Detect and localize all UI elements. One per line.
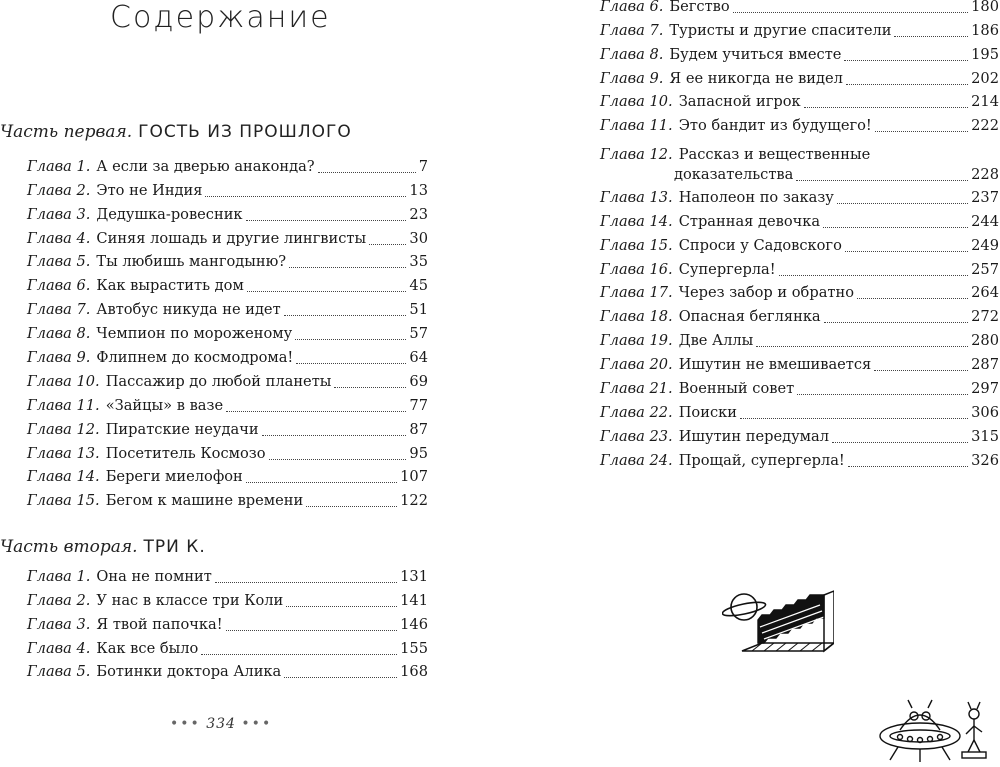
chapter-number: Глава 5. bbox=[27, 663, 91, 681]
toc-entry[interactable] bbox=[600, 65, 999, 89]
page-number: 306 bbox=[971, 403, 999, 421]
page-number: 7 bbox=[418, 157, 428, 175]
dot-leader bbox=[894, 35, 968, 37]
toc-entry[interactable] bbox=[600, 232, 999, 256]
part-name: ГОСТЬ ИЗ ПРОШЛОГО bbox=[138, 122, 352, 142]
toc-entry[interactable] bbox=[600, 17, 999, 41]
chapter-number: Глава 13. bbox=[27, 444, 100, 462]
chapter-title: Ишутин передумал bbox=[678, 427, 829, 445]
chapter-number: Глава 15. bbox=[600, 236, 673, 254]
chapter-title: Через забор и обратно bbox=[678, 284, 854, 302]
page-number: 297 bbox=[971, 380, 999, 398]
page-number: 35 bbox=[409, 253, 428, 271]
page-number: 264 bbox=[971, 284, 999, 302]
page-number: 237 bbox=[971, 188, 999, 206]
toc-entry[interactable] bbox=[27, 249, 428, 273]
chapter-title: Ботинки доктора Алика bbox=[96, 663, 282, 681]
chapter-title: Опасная беглянка bbox=[678, 308, 821, 326]
toc-entry[interactable] bbox=[600, 280, 999, 304]
page-folio bbox=[170, 716, 272, 732]
chapter-title: Чемпион по мороженому bbox=[96, 325, 293, 343]
chapter-number: Глава 16. bbox=[600, 260, 673, 278]
page-number: 249 bbox=[971, 236, 999, 254]
toc-list-part-2-right-b bbox=[600, 184, 999, 471]
page-number: 186 bbox=[971, 21, 999, 39]
chapter-title: Спроси у Садовского bbox=[678, 236, 842, 254]
chapter-title: Супергерла! bbox=[678, 260, 776, 278]
dot-leader bbox=[844, 59, 968, 61]
toc-entry[interactable] bbox=[27, 272, 428, 296]
page-number: 23 bbox=[409, 205, 428, 223]
toc-entry[interactable] bbox=[27, 320, 428, 344]
dot-leader bbox=[804, 106, 969, 108]
toc-entry[interactable] bbox=[600, 375, 999, 399]
page-number: 202 bbox=[971, 69, 999, 87]
dot-leader bbox=[740, 417, 968, 419]
dot-leader bbox=[832, 441, 968, 443]
chapter-number: Глава 8. bbox=[600, 45, 664, 63]
chapter-number: Глава 5. bbox=[27, 253, 91, 271]
planet-and-staircase-illustration bbox=[722, 583, 834, 663]
part-name: ТРИ К. bbox=[143, 537, 206, 557]
dot-leader bbox=[215, 581, 397, 583]
dot-leader bbox=[797, 393, 968, 395]
toc-entry[interactable] bbox=[600, 351, 999, 375]
chapter-title: Военный совет bbox=[678, 380, 795, 398]
page-number: 222 bbox=[971, 117, 999, 135]
chapter-number: Глава 2. bbox=[27, 181, 91, 199]
dot-leader bbox=[246, 219, 407, 221]
toc-entry[interactable] bbox=[600, 184, 999, 208]
chapter-number: Глава 1. bbox=[27, 157, 91, 175]
dot-leader bbox=[318, 171, 416, 173]
page-number: 77 bbox=[409, 396, 428, 414]
chapter-number: Глава 4. bbox=[27, 639, 91, 657]
page-number: 45 bbox=[409, 277, 428, 295]
chapter-number: Глава 24. bbox=[600, 451, 673, 469]
page-number: 122 bbox=[400, 492, 428, 510]
chapter-number: Глава 3. bbox=[27, 615, 91, 633]
chapter-number: Глава 1. bbox=[27, 567, 91, 585]
chapter-title: Туристы и другие спасители bbox=[669, 21, 892, 39]
page-number: 69 bbox=[409, 372, 428, 390]
dot-leader bbox=[226, 410, 406, 412]
chapter-number: Глава 9. bbox=[27, 349, 91, 367]
chapter-title: Пиратские неудачи bbox=[105, 420, 259, 438]
toc-entry[interactable] bbox=[27, 563, 428, 587]
toc-entry[interactable] bbox=[27, 392, 428, 416]
toc-entry[interactable] bbox=[27, 635, 428, 659]
chapter-title: Запасной игрок bbox=[678, 93, 801, 111]
toc-entry[interactable] bbox=[600, 303, 999, 327]
page-number: 13 bbox=[409, 181, 428, 199]
toc-entry[interactable] bbox=[27, 440, 428, 464]
page-number: 195 bbox=[971, 45, 999, 63]
dot-leader bbox=[845, 250, 968, 252]
chapter-title: Это бандит из будущего! bbox=[678, 117, 872, 135]
chapter-title: Я твой папочка! bbox=[96, 615, 223, 633]
chapter-number: Глава 10. bbox=[27, 372, 100, 390]
chapter-number: Глава 17. bbox=[600, 284, 673, 302]
page-number: 107 bbox=[400, 468, 428, 486]
chapter-number: Глава 12. bbox=[600, 145, 673, 163]
dot-leader bbox=[369, 243, 406, 245]
dot-leader bbox=[846, 83, 968, 85]
dot-leader bbox=[284, 314, 407, 316]
toc-entry[interactable] bbox=[600, 137, 999, 185]
chapter-number: Глава 10. bbox=[600, 93, 673, 111]
dot-leader bbox=[295, 338, 406, 340]
chapter-title: Я ее никогда не видел bbox=[669, 69, 843, 87]
toc-list-part-2-right-a bbox=[600, 0, 999, 136]
page-number: 57 bbox=[409, 325, 428, 343]
toc-entry[interactable] bbox=[27, 487, 428, 511]
chapter-title: Это не Индия bbox=[96, 181, 203, 199]
toc-entry[interactable] bbox=[27, 416, 428, 440]
page-number: 87 bbox=[409, 420, 428, 438]
ufo-icon bbox=[880, 723, 960, 749]
chapter-title: Две Аллы bbox=[678, 332, 754, 350]
page-number: 131 bbox=[400, 567, 428, 585]
toc-entry[interactable] bbox=[600, 112, 999, 136]
chapter-number: Глава 12. bbox=[27, 420, 100, 438]
alien-icon bbox=[969, 709, 979, 719]
page-number: 257 bbox=[971, 260, 999, 278]
toc-entry[interactable] bbox=[600, 399, 999, 423]
toc-entry[interactable] bbox=[27, 296, 428, 320]
part-label: Часть первая. bbox=[0, 122, 133, 142]
toc-entry[interactable] bbox=[27, 368, 428, 392]
toc-entry[interactable] bbox=[600, 0, 999, 17]
chapter-number: Глава 14. bbox=[27, 468, 100, 486]
chapter-number: Глава 14. bbox=[600, 212, 673, 230]
chapter-title: Бегство bbox=[669, 0, 730, 15]
chapter-title: Посетитель Космозо bbox=[105, 444, 266, 462]
chapter-title: Поиски bbox=[678, 403, 737, 421]
chapter-title: Бегом к машине времени bbox=[105, 492, 304, 510]
dot-leader bbox=[246, 481, 397, 483]
toc-list-chapter-12 bbox=[600, 137, 999, 185]
folio-dots-left: ••• bbox=[170, 716, 201, 732]
part-heading-1 bbox=[0, 122, 352, 142]
dot-leader bbox=[848, 465, 968, 467]
chapter-title: Береги миелофон bbox=[105, 468, 243, 486]
toc-entry[interactable] bbox=[27, 177, 428, 201]
dot-leader bbox=[289, 266, 406, 268]
chapter-number: Глава 4. bbox=[27, 229, 91, 247]
chapter-number: Глава 15. bbox=[27, 492, 100, 510]
toc-entry[interactable] bbox=[27, 344, 428, 368]
folio-dots-right: ••• bbox=[241, 716, 273, 732]
dot-leader bbox=[823, 226, 968, 228]
chapter-number: Глава 3. bbox=[27, 205, 91, 223]
page-number: 287 bbox=[971, 356, 999, 374]
chapter-number: Глава 9. bbox=[600, 69, 664, 87]
toc-entry[interactable] bbox=[600, 89, 999, 113]
chapter-number: Глава 6. bbox=[600, 0, 664, 15]
chapter-title: «Зайцы» в вазе bbox=[105, 396, 224, 414]
chapter-title: Она не помнит bbox=[96, 567, 212, 585]
page-number: 244 bbox=[971, 212, 999, 230]
dot-leader bbox=[874, 369, 968, 371]
toc-entry[interactable] bbox=[27, 611, 428, 635]
page-number: 272 bbox=[971, 308, 999, 326]
page-number: 228 bbox=[971, 165, 999, 183]
folio-number: 334 bbox=[206, 716, 236, 732]
chapter-title: Флипнем до космодрома! bbox=[96, 349, 294, 367]
ufo-with-aliens-illustration bbox=[878, 690, 988, 767]
chapter-number: Глава 6. bbox=[27, 277, 91, 295]
chapter-title: Ишутин не вмешивается bbox=[678, 356, 872, 374]
chapter-title: Будем учиться вместе bbox=[669, 45, 842, 63]
dot-leader bbox=[796, 179, 968, 181]
dot-leader bbox=[201, 653, 397, 655]
toc-entry[interactable] bbox=[27, 464, 428, 488]
chapter-title: Странная девочка bbox=[678, 212, 821, 230]
toc-entry[interactable] bbox=[600, 41, 999, 65]
dot-leader bbox=[824, 321, 969, 323]
chapter-number: Глава 8. bbox=[27, 325, 91, 343]
chapter-number: Глава 18. bbox=[600, 308, 673, 326]
page-number: 95 bbox=[409, 444, 428, 462]
toc-entry[interactable] bbox=[600, 447, 999, 471]
chapter-title: Прощай, супергерла! bbox=[678, 451, 845, 469]
toc-entry[interactable] bbox=[27, 201, 428, 225]
chapter-title: Как все было bbox=[96, 639, 199, 657]
dot-leader bbox=[284, 676, 397, 678]
toc-entry[interactable] bbox=[27, 153, 428, 177]
chapter-title: Дедушка-ровесник bbox=[96, 205, 243, 223]
chapter-title: А если за дверью анаконда? bbox=[96, 157, 315, 175]
chapter-title: У нас в классе три Коли bbox=[96, 591, 284, 609]
chapter-number: Глава 19. bbox=[600, 332, 673, 350]
chapter-title-continued: доказательства bbox=[674, 165, 794, 183]
toc-entry[interactable] bbox=[27, 659, 428, 683]
chapter-number: Глава 13. bbox=[600, 188, 673, 206]
chapter-number: Глава 7. bbox=[27, 301, 91, 319]
chapter-number: Глава 11. bbox=[27, 396, 100, 414]
chapter-number: Глава 7. bbox=[600, 21, 664, 39]
dot-leader bbox=[756, 345, 968, 347]
dot-leader bbox=[733, 11, 968, 13]
dot-leader bbox=[205, 195, 406, 197]
chapter-number: Глава 22. bbox=[600, 403, 673, 421]
chapter-number: Глава 20. bbox=[600, 356, 673, 374]
page-number: 280 bbox=[971, 332, 999, 350]
part-heading-2 bbox=[0, 537, 206, 557]
page-number: 51 bbox=[409, 301, 428, 319]
dot-leader bbox=[262, 434, 407, 436]
page-number: 64 bbox=[409, 349, 428, 367]
page-number: 30 bbox=[409, 229, 428, 247]
toc-entry[interactable] bbox=[600, 208, 999, 232]
chapter-title: Пассажир до любой планеты bbox=[105, 372, 332, 390]
chapter-number: Глава 21. bbox=[600, 380, 673, 398]
chapter-title: Автобус никуда не идет bbox=[96, 301, 281, 319]
dot-leader bbox=[306, 505, 397, 507]
chapter-title: Наполеон по заказу bbox=[678, 188, 834, 206]
dot-leader bbox=[779, 274, 969, 276]
toc-list-part-1 bbox=[27, 153, 428, 511]
chapter-number: Глава 23. bbox=[600, 427, 673, 445]
toc-entry[interactable] bbox=[600, 327, 999, 351]
page-title: Содержание bbox=[110, 0, 331, 35]
toc-entry[interactable] bbox=[600, 423, 999, 447]
dot-leader bbox=[247, 290, 407, 292]
dot-leader bbox=[837, 202, 968, 204]
chapter-title: Синяя лошадь и другие лингвисты bbox=[96, 229, 367, 247]
page-number: 326 bbox=[971, 451, 999, 469]
dot-leader bbox=[269, 458, 407, 460]
dot-leader bbox=[857, 297, 968, 299]
page-number: 141 bbox=[400, 591, 428, 609]
toc-entry[interactable] bbox=[600, 256, 999, 280]
page-number: 168 bbox=[400, 663, 428, 681]
part-label: Часть вторая. bbox=[0, 537, 138, 557]
chapter-title: Ты любишь мангодыню? bbox=[96, 253, 287, 271]
page-number: 214 bbox=[971, 93, 999, 111]
toc-entry[interactable] bbox=[27, 225, 428, 249]
page-number: 315 bbox=[971, 427, 999, 445]
chapter-number: Глава 11. bbox=[600, 117, 673, 135]
toc-list-part-2-left bbox=[27, 563, 428, 682]
page-number: 146 bbox=[400, 615, 428, 633]
dot-leader bbox=[875, 130, 968, 132]
page-number: 180 bbox=[971, 0, 999, 15]
chapter-title: Рассказ и вещественные bbox=[678, 145, 871, 163]
chapter-title: Как вырастить дом bbox=[96, 277, 244, 295]
toc-entry[interactable] bbox=[27, 587, 428, 611]
dot-leader bbox=[334, 386, 406, 388]
page-number: 155 bbox=[400, 639, 428, 657]
dot-leader bbox=[286, 605, 397, 607]
dot-leader bbox=[226, 629, 398, 631]
chapter-number: Глава 2. bbox=[27, 591, 91, 609]
dot-leader bbox=[296, 362, 406, 364]
